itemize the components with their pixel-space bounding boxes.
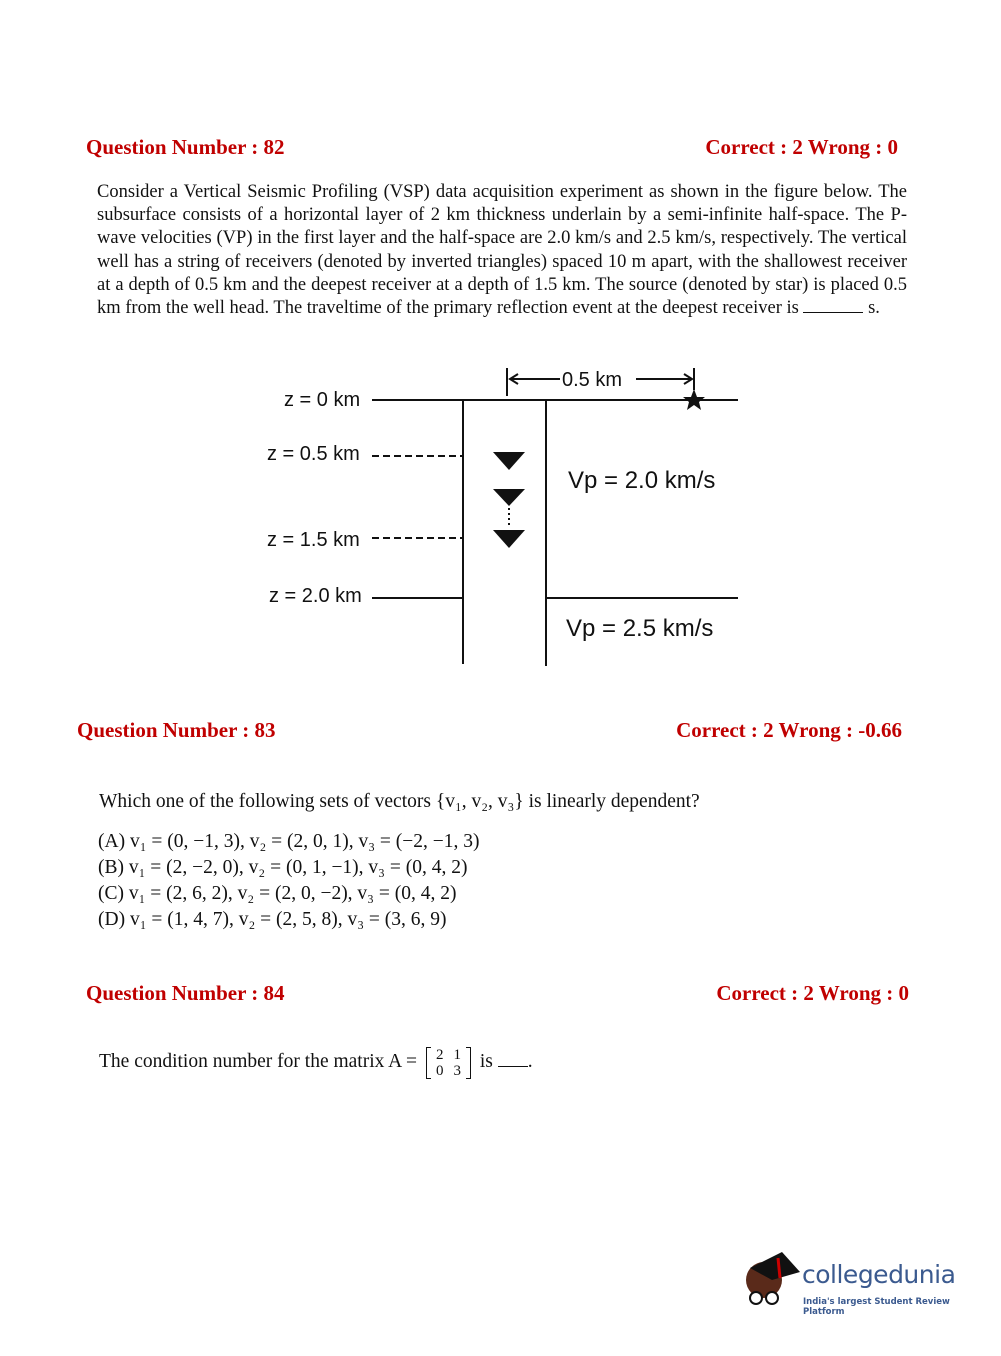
label-z20: z = 2.0 km <box>269 585 362 607</box>
option-b: (B) v₁ = (2, −2, 0), v₂ = (0, 1, −1), v₃ = (0, 4, 2) <box>98 857 468 878</box>
question-83-text: Which one of the following sets of vectors {v₁, v₂, v₃} is linearly dependent? <box>99 791 700 812</box>
logo-name: collegedunia <box>802 1260 956 1289</box>
label-z15: z = 1.5 km <box>267 529 360 551</box>
mascot-icon <box>742 1250 802 1320</box>
collegedunia-logo <box>742 1250 982 1320</box>
question-82-body: Consider a Vertical Seismic Profiling (VSP) data acquisition experiment as shown in the figure below. The subsurface consists of a horizontal layer of 2 km thickness underlain by a semi-infinite half-space. The P-wave velocities (VP) in the first layer and the half-space are 2.0 km/s and 2.5 km/s, respectively. The vertical well has a string of receivers (denoted by inverted triangles) spaced 10 m apart, with the shallowest receiver at a depth of 0.5 km and the deepest receiver at a depth of 1.5 km. The source (denoted by star) is placed 0.5 km from the well head. The traveltime of the primary reflection event at the deepest receiver is <box>97 182 907 319</box>
question-82-score: Correct : 2 Wrong : 0 <box>705 135 898 159</box>
label-z05: z = 0.5 km <box>267 443 360 465</box>
question-84-score: Correct : 2 Wrong : 0 <box>716 981 909 1005</box>
question-84-text: The condition number for the matrix A = 2 1 0 3 is . <box>99 1046 533 1079</box>
question-82-text <box>97 181 907 320</box>
label-offset: 0.5 km <box>562 369 623 391</box>
label-z0: z = 0 km <box>284 389 361 411</box>
question-83-score: Correct : 2 Wrong : -0.66 <box>676 718 902 742</box>
star-source-icon <box>683 389 705 410</box>
label-vp2: Vp = 2.5 km/s <box>566 615 714 642</box>
question-82-title: Question Number : 82 <box>86 135 285 159</box>
matrix-cell: 2 <box>435 1046 444 1063</box>
answer-blank <box>803 312 863 313</box>
vsp-figure <box>260 360 750 670</box>
option-a: (A) v₁ = (0, −1, 3), v₂ = (2, 0, 1), v₃ = (−2, −1, 3) <box>98 831 480 852</box>
answer-blank <box>498 1066 528 1067</box>
matrix-cell: 1 <box>453 1046 461 1063</box>
question-83-title: Question Number : 83 <box>77 718 276 742</box>
question-84-suffix: is <box>479 1051 493 1072</box>
question-84-title: Question Number : 84 <box>86 981 285 1005</box>
matrix-cell: 3 <box>453 1062 461 1079</box>
option-d: (D) v₁ = (1, 4, 7), v₂ = (2, 5, 8), v₃ = (3, 6, 9) <box>98 909 447 930</box>
label-vp1: Vp = 2.0 km/s <box>568 467 716 494</box>
matrix-cell: 0 <box>435 1062 444 1079</box>
option-c: (C) v₁ = (2, 6, 2), v₂ = (2, 0, −2), v₃ = (0, 4, 2) <box>98 883 457 904</box>
question-84-prefix: The condition number for the matrix A = <box>99 1051 418 1072</box>
question-82-suffix: s. <box>868 298 880 319</box>
logo-tagline: India's largest Student Review Platform <box>803 1297 950 1317</box>
matrix-a <box>426 1047 471 1079</box>
